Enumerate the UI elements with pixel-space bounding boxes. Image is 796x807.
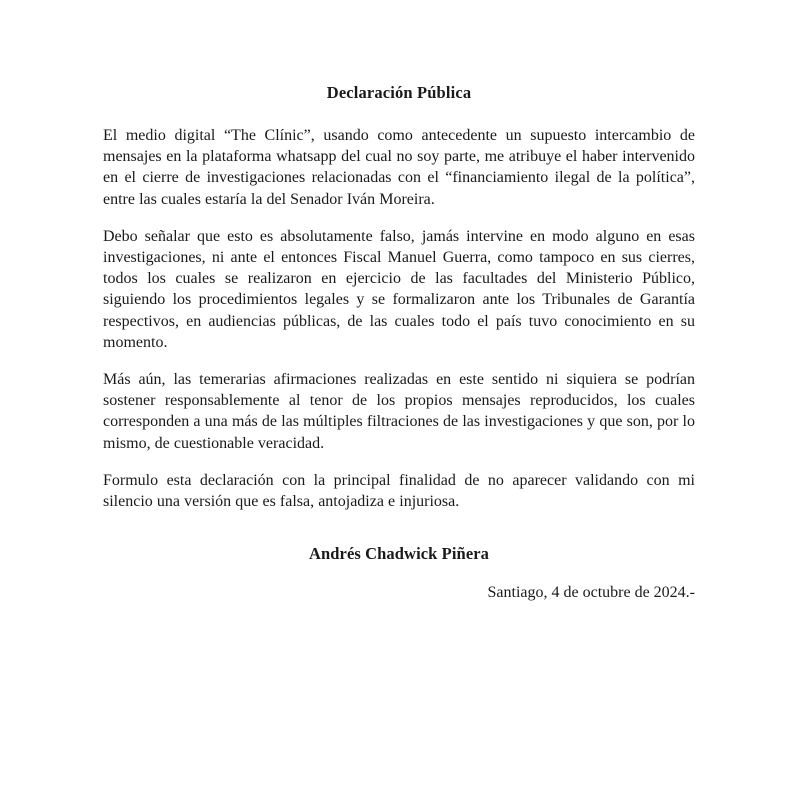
- document-body: [103, 82, 695, 603]
- page-title: Declaración Pública: [326, 83, 472, 102]
- paragraph-2: Debo señalar que esto es absolutamente falso, jamás intervine en modo alguno en esas investigaciones, ni ante el entonces Fiscal Manuel Guerra, como tampoco en sus cierres, todos los cuales se realizaron en ejercicio de las facultades del Ministerio Público, siguiendo los procedimientos legales y se formalizaron ante los Tribunales de Garantía respectivos, en audiencias públicas, de las cuales todo el país tuvo conocimiento en su momento.: [103, 227, 695, 351]
- paragraph-1: El medio digital “The Clínic”, usando como antecedente un supuesto intercambio de mensajes en la plataforma whatsapp del cual no soy parte, me atribuye el haber intervenido en el cierre de investigaciones relacionadas con el “financiamiento ilegal de la política”, entre las cuales estaría la del Senador Iván Moreira.: [103, 127, 695, 208]
- signature-name: Andrés Chadwick Piñera: [308, 544, 490, 564]
- paragraph-3: Más aún, las temerarias afirmaciones realizadas en este sentido ni siquiera se podrían sostener responsablemente al tenor de los propios mensajes reproducidos, los cuales corresponden a una más de las múltiples filtraciones de las investigaciones y que son, por lo mismo, de cuestionable veracidad.: [103, 371, 695, 452]
- dateline: Santiago, 4 de octubre de 2024.-: [487, 584, 695, 602]
- paragraph-4: Formulo esta declaración con la principal finalidad de no aparecer validando con mi silencio una versión que es falsa, antojadiza e injuriosa.: [103, 471, 695, 511]
